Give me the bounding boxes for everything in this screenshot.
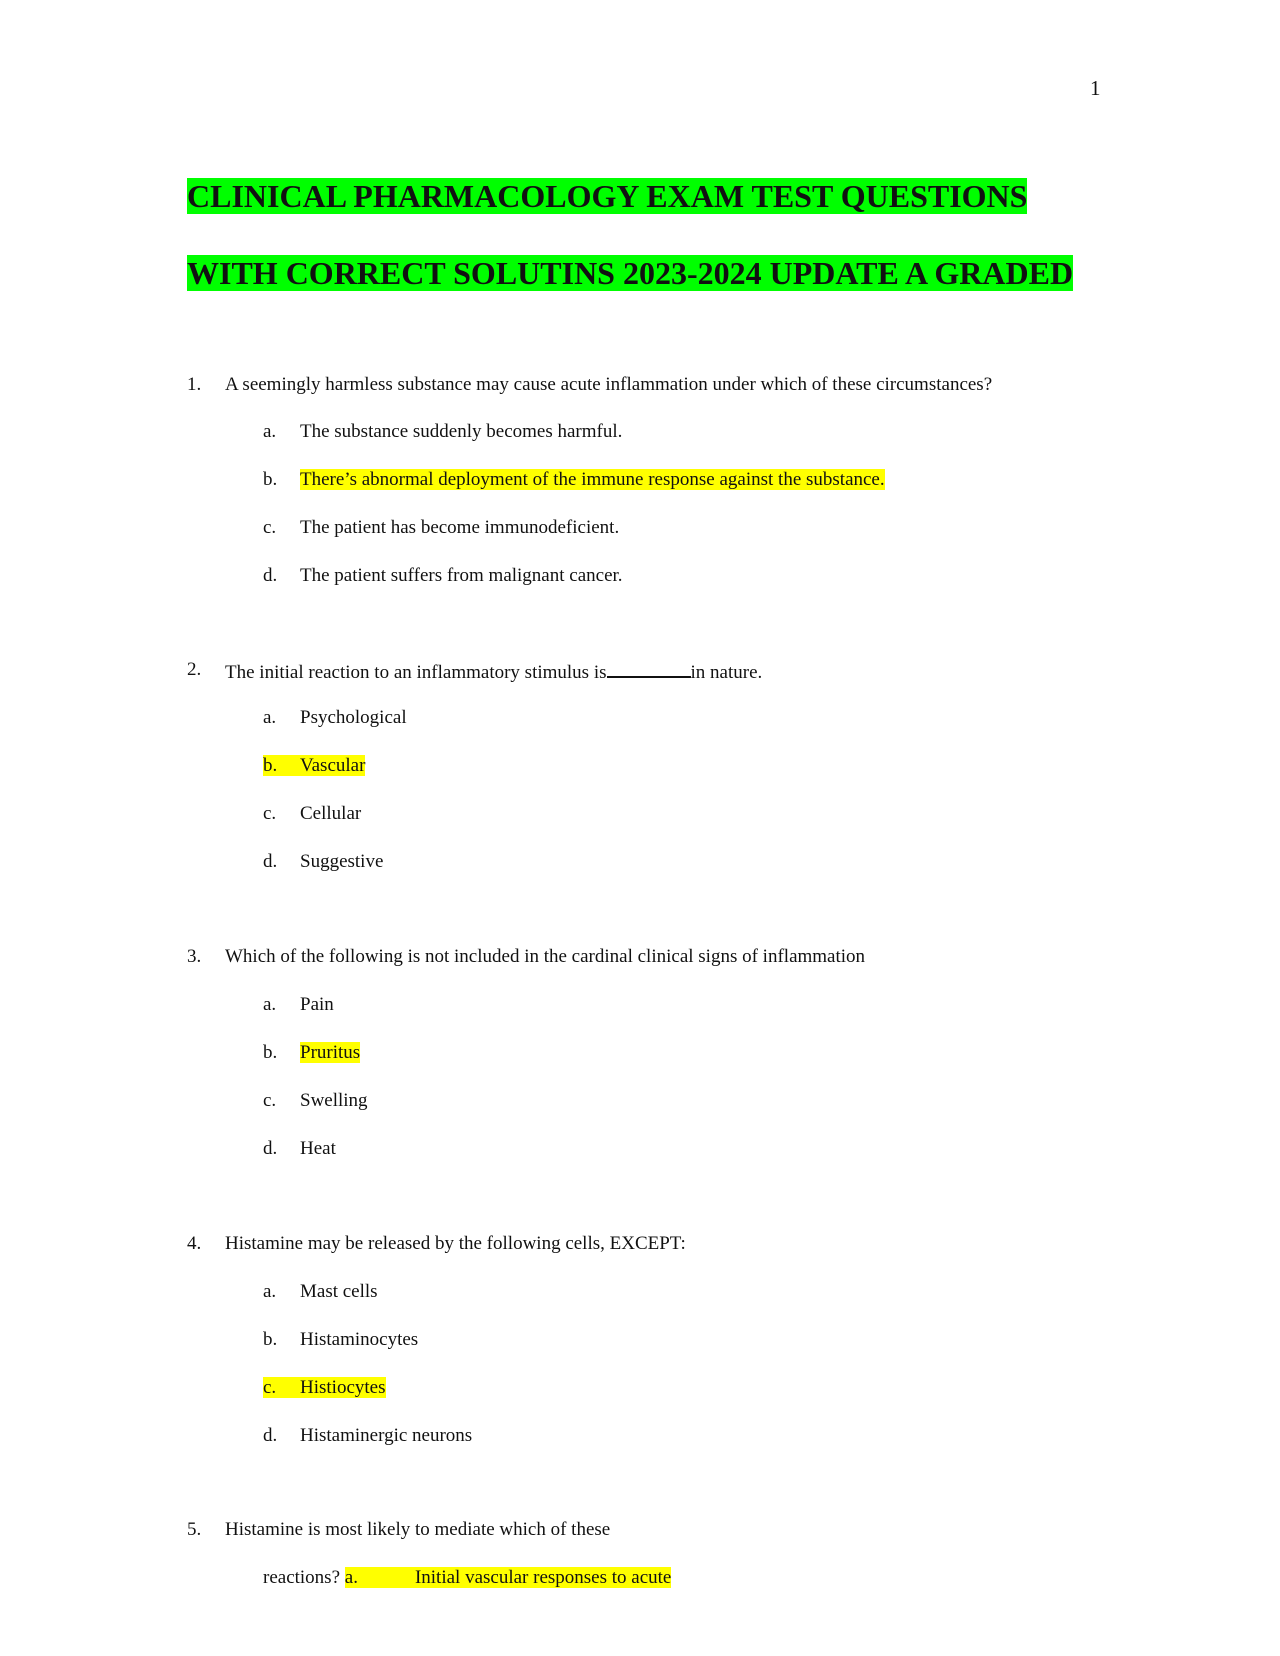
page-number: 1 xyxy=(1090,76,1101,100)
question-5-text: Histamine is most likely to mediate which of these xyxy=(225,1519,611,1540)
question-3-text: Which of the following is not included in the cardinal clinical signs of inflammation xyxy=(225,946,866,967)
question-1-number: 1. xyxy=(187,374,202,395)
question-4-text: Histamine may be released by the following cells, EXCEPT: xyxy=(225,1233,686,1254)
question-2-option-c: c. Cellular xyxy=(263,803,362,824)
correct-answer-highlight: b. Vascular xyxy=(263,755,366,776)
correct-answer-highlight: There’s abnormal deployment of the immune response against the substance. xyxy=(300,469,885,490)
question-3-option-b: b. Pruritus xyxy=(263,1042,361,1063)
question-1-option-b: b. There’s abnormal deployment of the immune response against the substance. xyxy=(263,469,885,490)
document-title-line-2: WITH CORRECT SOLUTINS 2023-2024 UPDATE A GRADED xyxy=(187,255,1074,291)
question-1-text: A seemingly harmless substance may cause acute inflammation under which of these circumstances? xyxy=(225,374,993,395)
question-3-number: 3. xyxy=(187,946,202,967)
question-1-option-a: a. The substance suddenly becomes harmful. xyxy=(263,421,623,442)
question-4-option-b: b. Histaminocytes xyxy=(263,1329,419,1350)
question-2-text: The initial reaction to an inflammatory stimulus is in nature. xyxy=(225,658,762,685)
fill-in-blank xyxy=(607,658,691,678)
document-title-line-1: CLINICAL PHARMACOLOGY EXAM TEST QUESTIONS xyxy=(187,178,1028,214)
question-2-option-d: d. Suggestive xyxy=(263,851,384,872)
question-3-option-a: a. Pain xyxy=(263,994,334,1015)
question-4-option-c xyxy=(263,1376,386,1400)
question-2-number: 2. xyxy=(187,659,202,680)
correct-answer-highlight: a. Initial vascular responses to acute xyxy=(344,1567,672,1588)
question-4-number: 4. xyxy=(187,1233,202,1254)
question-3-option-c: c. Swelling xyxy=(263,1090,368,1111)
question-1-option-c: c. The patient has become immunodeficient. xyxy=(263,517,620,538)
question-2-option-b xyxy=(263,754,365,778)
correct-answer-highlight: c. Histiocytes xyxy=(263,1377,386,1398)
question-4-option-d: d. Histaminergic neurons xyxy=(263,1425,473,1446)
question-5-continuation: reactions? a. Initial vascular responses to acute xyxy=(263,1567,672,1588)
question-2-option-a: a. Psychological xyxy=(263,707,407,728)
question-3-option-d: d. Heat xyxy=(263,1138,336,1159)
correct-answer-highlight: Pruritus xyxy=(300,1042,361,1063)
question-1-option-d: d. The patient suffers from malignant cancer. xyxy=(263,565,623,586)
question-5-number: 5. xyxy=(187,1519,202,1540)
question-4-option-a: a. Mast cells xyxy=(263,1281,378,1302)
